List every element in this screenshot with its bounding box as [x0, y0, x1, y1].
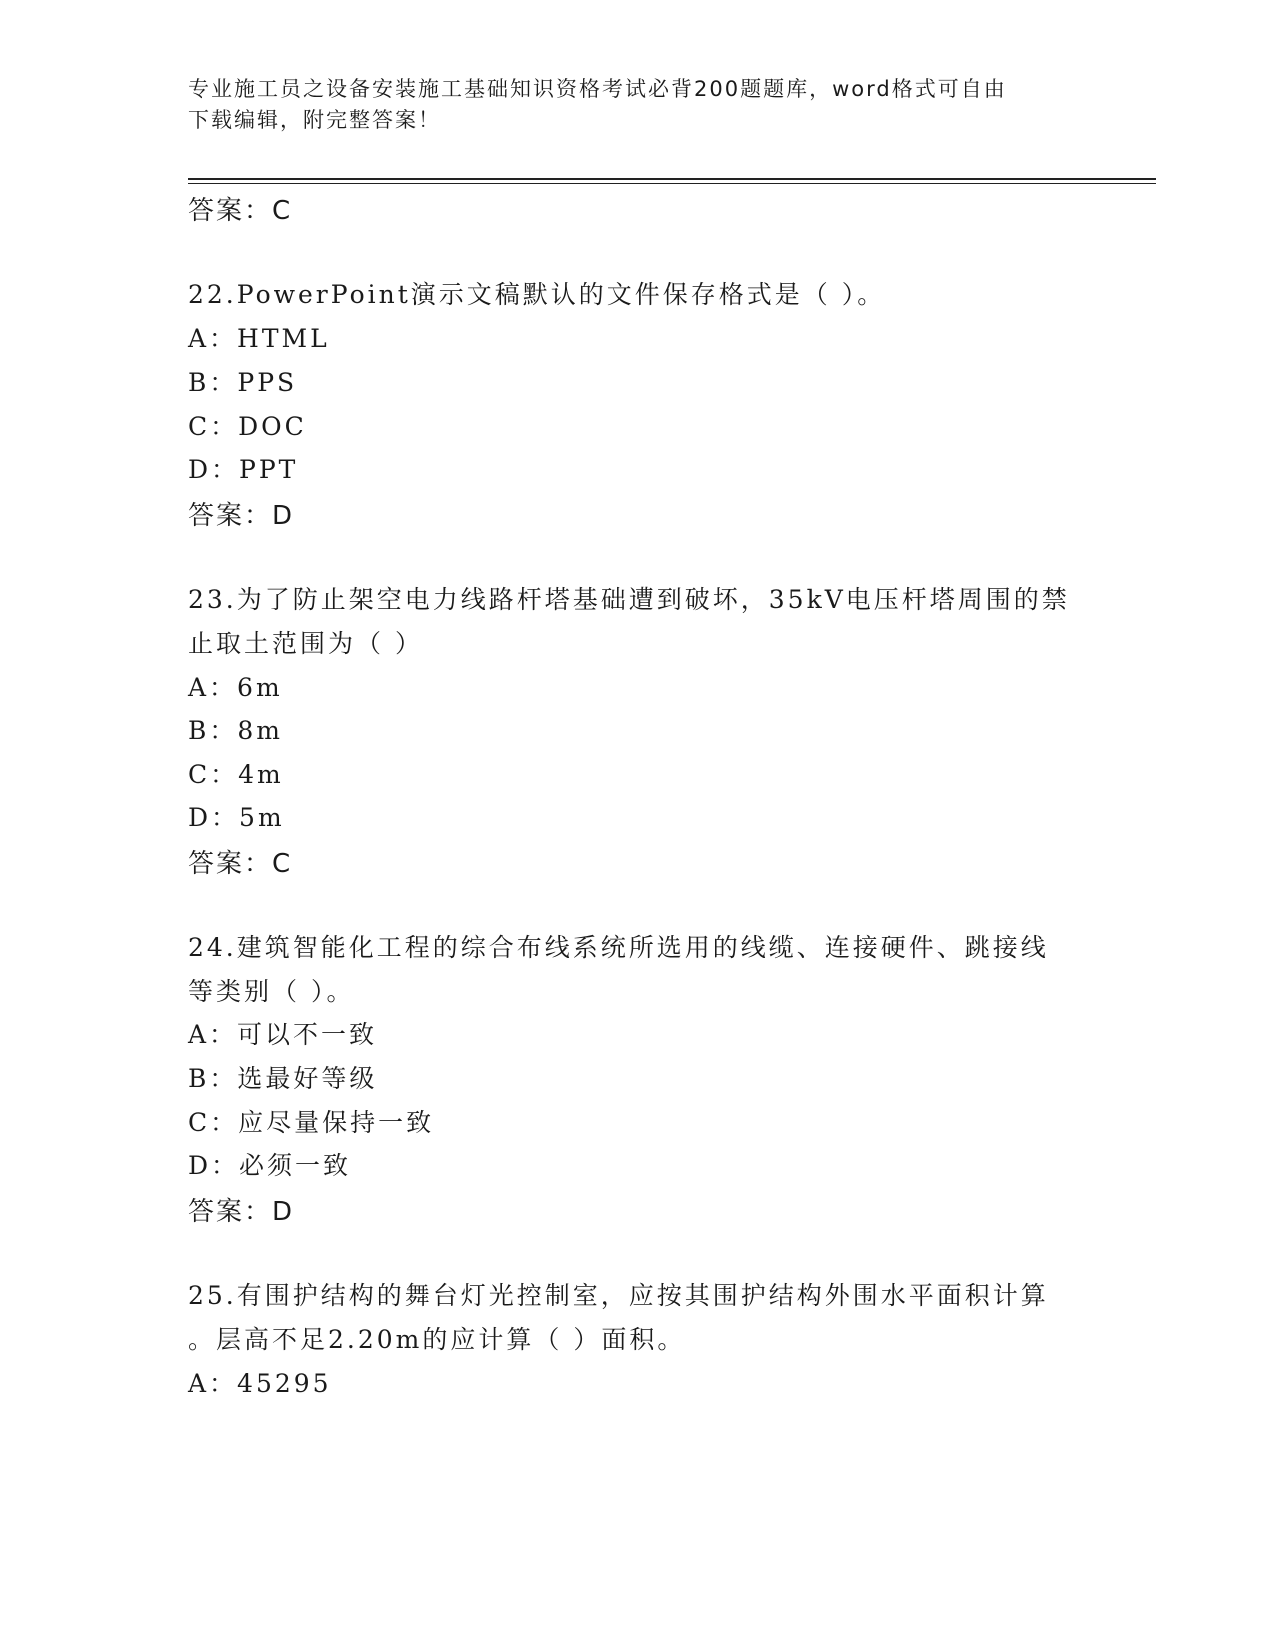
question-25-option-a: A：45295 [188, 1369, 332, 1398]
question-24-option-b: B：选最好等级 [188, 1064, 378, 1093]
question-23-option-d: D：5m [188, 803, 285, 832]
answer-q23: 答案：C [188, 849, 293, 879]
question-22-option-b: B：PPS [188, 368, 298, 397]
question-23-option-c: C：4m [188, 760, 284, 789]
question-23-stem-line-2: 止取土范围为（ ） [188, 629, 423, 658]
question-25-stem-line-2: 。层高不足2.20m的应计算（ ）面积。 [188, 1325, 686, 1354]
answer-q21: 答案：C [188, 196, 293, 226]
question-24-stem-line-2: 等类别（ ）。 [188, 977, 355, 1006]
header-line-1: 专业施工员之设备安装施工基础知识资格考试必背200题题库，word格式可自由 [188, 77, 1007, 101]
header-line-2: 下载编辑，附完整答案！ [188, 108, 441, 132]
question-22-option-c: C：DOC [188, 412, 307, 441]
question-22-stem: 22.PowerPoint演示文稿默认的文件保存格式是（ ）。 [188, 280, 886, 309]
answer-q24: 答案：D [188, 1197, 295, 1227]
question-23-option-a: A：6m [188, 673, 283, 702]
header-divider-thick [188, 178, 1156, 180]
question-24-option-c: C：应尽量保持一致 [188, 1108, 435, 1137]
question-24-option-a: A：可以不一致 [188, 1020, 378, 1049]
question-23-stem-line-1: 23.为了防止架空电力线路杆塔基础遭到破坏，35kV电压杆塔周围的禁 [188, 585, 1070, 614]
question-22-option-a: A：HTML [188, 324, 330, 353]
question-22-option-d: D：PPT [188, 455, 299, 484]
header-divider-thin [188, 183, 1156, 184]
question-24-option-d: D：必须一致 [188, 1151, 352, 1180]
question-25-stem-line-1: 25.有围护结构的舞台灯光控制室，应按其围护结构外围水平面积计算 [188, 1281, 1049, 1310]
question-24-stem-line-1: 24.建筑智能化工程的综合布线系统所选用的线缆、连接硬件、跳接线 [188, 933, 1049, 962]
question-23-option-b: B：8m [188, 716, 283, 745]
document-header [188, 74, 1088, 136]
answer-q22: 答案：D [188, 501, 295, 531]
